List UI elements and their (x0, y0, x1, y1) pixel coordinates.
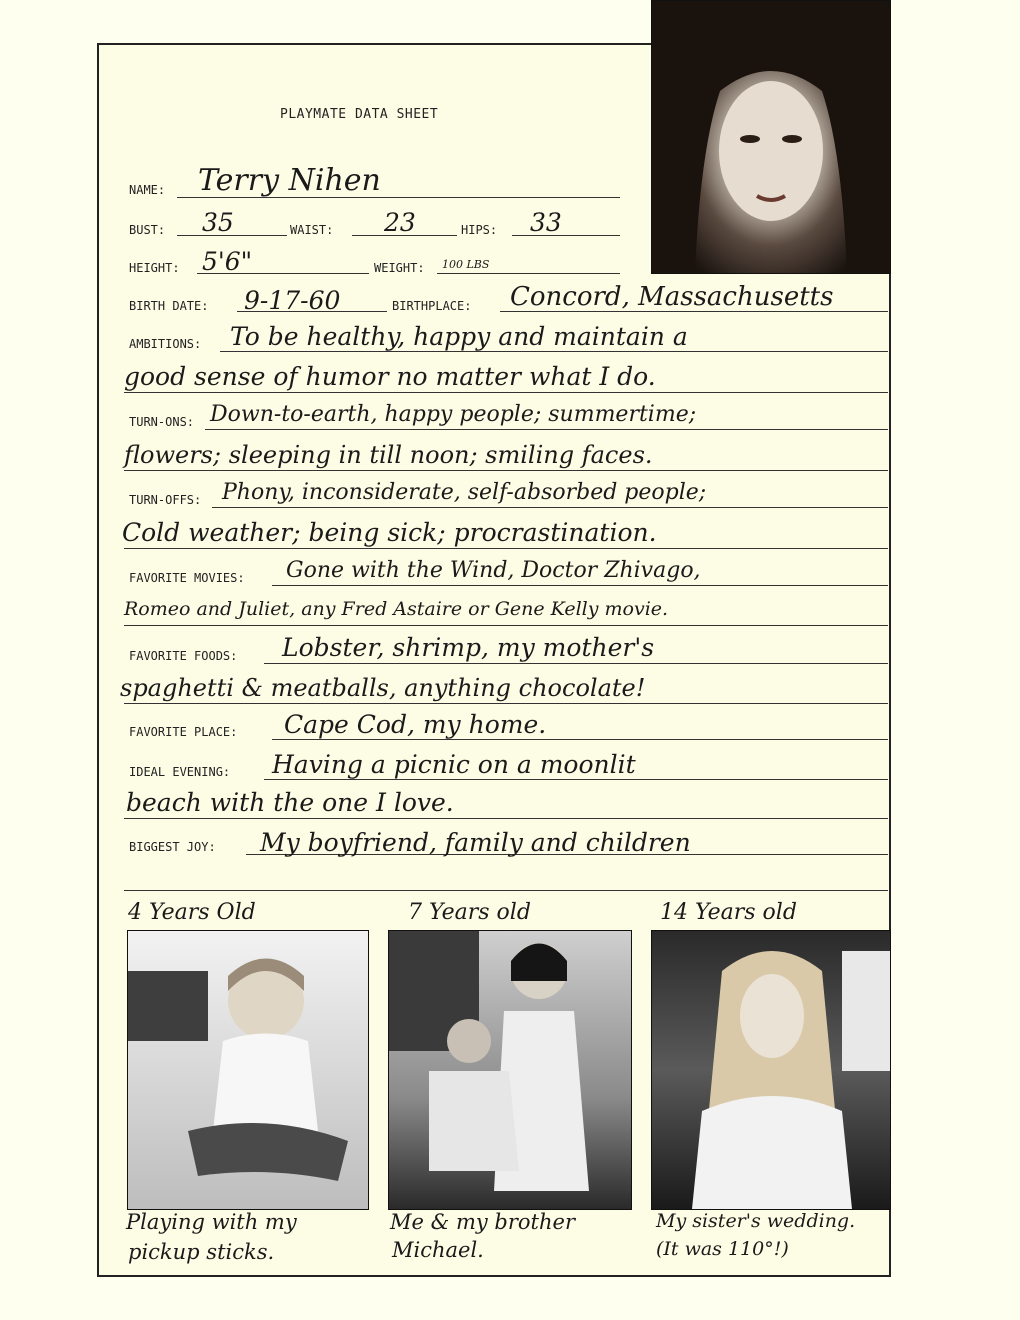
favorite-movies-text-1: Gone with the Wind, Doctor Zhivago, (286, 558, 701, 583)
favorite-foods-line-2 (124, 703, 888, 704)
birthplace-value: Concord, Massachusetts (510, 282, 834, 312)
waist-label: WAIST: (290, 223, 334, 237)
photo-14-years (651, 930, 891, 1210)
turn-ons-label: TURN-ONS: (129, 415, 195, 429)
favorite-movies-text-2: Romeo and Juliet, any Fred Astaire or Gene Kelly movie. (124, 598, 669, 620)
weight-label: WEIGHT: (374, 261, 425, 275)
hips-value: 33 (530, 208, 562, 237)
name-label: NAME: (129, 183, 166, 197)
hips-line (512, 235, 620, 236)
bust-value: 35 (202, 208, 234, 237)
favorite-place-label: FAVORITE PLACE: (129, 725, 238, 739)
ideal-evening-text-2: beach with the one I love. (126, 788, 454, 817)
birth-date-value: 9-17-60 (244, 286, 341, 315)
photo-7-years (388, 930, 632, 1210)
photo-3-age: 14 Years old (660, 900, 797, 925)
turn-ons-text-1: Down-to-earth, happy people; summertime; (210, 402, 697, 427)
birth-date-label: BIRTH DATE: (129, 299, 209, 313)
favorite-place-line (272, 739, 888, 740)
favorite-foods-text-2: spaghetti & meatballs, anything chocolate! (120, 674, 646, 702)
birthplace-label: BIRTHPLACE: (392, 299, 472, 313)
favorite-foods-line-1 (264, 663, 888, 664)
turn-ons-text-2: flowers; sleeping in till noon; smiling faces. (124, 441, 653, 469)
ambitions-text-2: good sense of humor no matter what I do. (124, 362, 656, 391)
sheet-title: PLAYMATE DATA SHEET (280, 107, 439, 122)
photo-1-caption-2: pickup sticks. (128, 1240, 275, 1264)
photo-2-age: 7 Years old (408, 900, 531, 925)
portrait-photo (651, 0, 891, 274)
ambitions-text-1: To be healthy, happy and maintain a (230, 322, 688, 351)
waist-value: 23 (384, 208, 416, 237)
turn-ons-line-2 (124, 470, 888, 471)
ideal-evening-label: IDEAL EVENING: (129, 765, 231, 779)
hips-label: HIPS: (461, 223, 498, 237)
ideal-evening-line-2 (124, 818, 888, 819)
height-value: 5'6" (202, 247, 253, 276)
favorite-movies-label: FAVORITE MOVIES: (129, 571, 245, 585)
photo-1-age: 4 Years Old (128, 900, 256, 925)
turn-ons-line-1 (205, 429, 888, 430)
photo-3-caption-1: My sister's wedding. (656, 1210, 856, 1232)
favorite-foods-text-1: Lobster, shrimp, my mother's (282, 633, 655, 662)
ambitions-line-1 (220, 351, 888, 352)
photo-4-years (127, 930, 369, 1210)
weight-value: 100 LBS (442, 258, 490, 271)
favorite-movies-line-2 (124, 625, 888, 626)
ambitions-line-2 (124, 392, 888, 393)
weight-line (437, 273, 620, 274)
photo-2-caption-2: Michael. (392, 1238, 484, 1262)
turn-offs-label: TURN-OFFS: (129, 493, 202, 507)
favorite-foods-label: FAVORITE FOODS: (129, 649, 238, 663)
ideal-evening-text-1: Having a picnic on a moonlit (272, 750, 636, 779)
ideal-evening-line-1 (264, 779, 888, 780)
turn-offs-line-1 (212, 507, 888, 508)
bust-label: BUST: (129, 223, 166, 237)
name-value: Terry Nihen (198, 163, 381, 198)
biggest-joy-label: BIGGEST JOY: (129, 840, 216, 854)
biggest-joy-value: My boyfriend, family and children (260, 828, 691, 857)
photo-3-caption-2: (It was 110°!) (656, 1238, 789, 1260)
favorite-movies-line-1 (272, 585, 888, 586)
height-label: HEIGHT: (129, 261, 180, 275)
turn-offs-text-1: Phony, inconsiderate, self-absorbed people; (222, 480, 707, 505)
photo-1-caption-1: Playing with my (126, 1210, 297, 1234)
turn-offs-line-2 (124, 548, 888, 549)
ambitions-label: AMBITIONS: (129, 337, 202, 351)
favorite-place-value: Cape Cod, my home. (284, 710, 547, 739)
turn-offs-text-2: Cold weather; being sick; procrastination. (122, 518, 657, 547)
photo-2-caption-1: Me & my brother (390, 1210, 575, 1234)
biggest-joy-line-2 (124, 890, 888, 891)
